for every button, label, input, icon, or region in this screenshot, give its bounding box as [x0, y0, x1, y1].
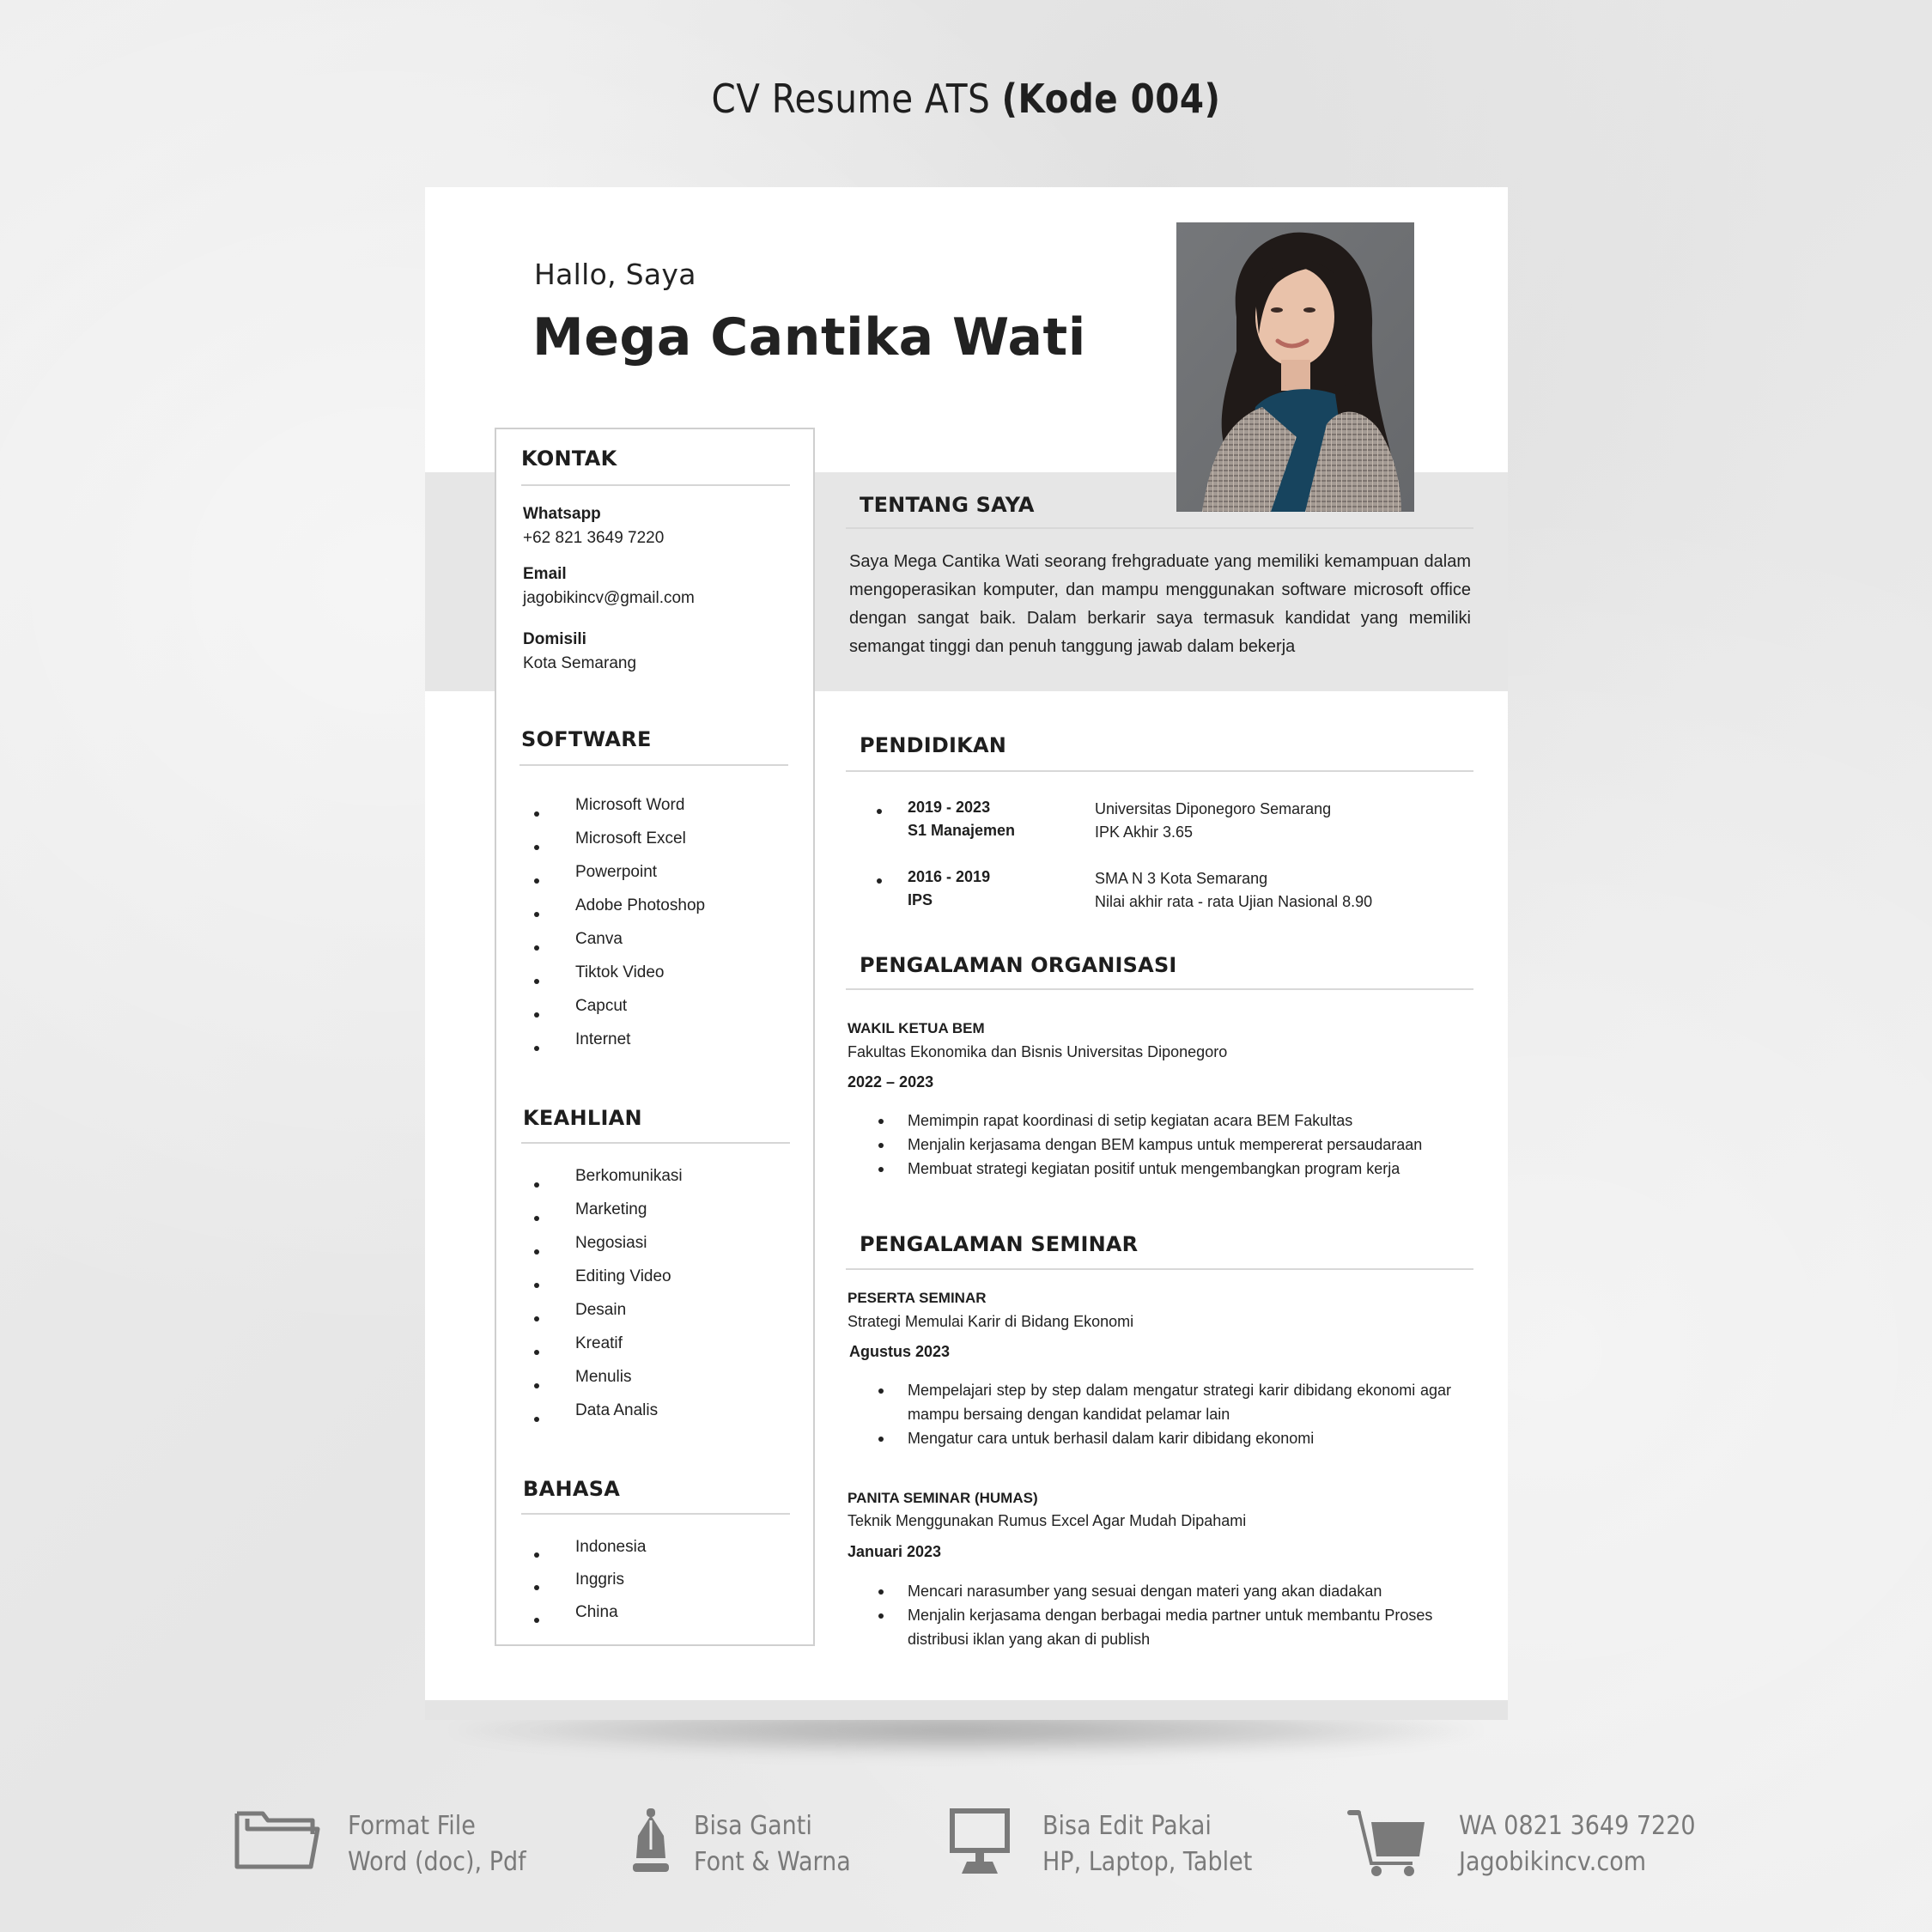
software-item: Adobe Photoshop: [521, 896, 705, 930]
monitor-icon: [950, 1808, 1010, 1879]
kontak-title: KONTAK: [521, 447, 617, 471]
bullet-icon: [878, 1143, 884, 1148]
seminar-topic: Teknik Menggunakan Rumus Excel Agar Mudah Dipahami: [848, 1512, 1247, 1529]
software-item: Microsoft Excel: [521, 829, 705, 863]
feature-device: [950, 1808, 1293, 1886]
edu-period: 2016 - 2019: [908, 868, 991, 885]
bullet-icon: [878, 1613, 884, 1619]
skill-item: Data Analis: [521, 1401, 683, 1435]
full-name: Mega Cantika Wati: [532, 307, 1086, 368]
bullet-icon: [534, 1182, 539, 1188]
whatsapp-label: Whatsapp: [523, 505, 601, 523]
software-item: Powerpoint: [521, 863, 705, 896]
language-item: China: [521, 1603, 646, 1636]
feature-line[interactable]: Jagobikincv.com: [1459, 1847, 1647, 1877]
seminar-date: Januari 2023: [848, 1543, 942, 1560]
tentang-rule: [846, 527, 1473, 529]
bullet-icon: [534, 979, 539, 984]
profile-photo: [1176, 222, 1414, 512]
org-date: 2022 – 2023: [848, 1073, 934, 1091]
seminar-role: PANITA SEMINAR (HUMAS): [848, 1490, 1038, 1506]
whatsapp-value: +62 821 3649 7220: [523, 529, 665, 547]
folder-icon: [234, 1808, 321, 1874]
feature-line: Font & Warna: [694, 1847, 851, 1877]
seminar-bullet: Mempelajari step by step dalam mengatur strategi karir dibidang ekonomi agar mampu bersaing dengan kandidat pelamar lain: [846, 1378, 1451, 1426]
keahlian-list: [521, 1167, 683, 1435]
bullet-icon: [878, 1589, 884, 1595]
email-label: Email: [523, 565, 567, 583]
bullet-icon: [877, 809, 882, 814]
bullet-icon: [534, 1046, 539, 1051]
feature-format: [234, 1808, 577, 1886]
org-role: WAKIL KETUA BEM: [848, 1020, 985, 1036]
software-list: [521, 796, 705, 1064]
portrait-image: [1176, 222, 1414, 512]
bullet-icon: [534, 912, 539, 917]
org-bullet: Membuat strategi kegiatan positif untuk mengembangkan program kerja: [846, 1157, 1447, 1181]
feature-line: HP, Laptop, Tablet: [1042, 1847, 1253, 1877]
seminar-bullet: Mencari narasumber yang sesuai dengan materi yang akan diadakan: [846, 1579, 1438, 1603]
seminar-rule: [846, 1268, 1473, 1270]
software-item: Capcut: [521, 997, 705, 1030]
bullet-icon: [534, 1585, 539, 1590]
software-item: Canva: [521, 930, 705, 963]
banner-title-code: (Kode 004): [1001, 76, 1221, 122]
bullet-icon: [534, 1216, 539, 1221]
bullet-icon: [534, 1618, 539, 1623]
bahasa-list: [521, 1538, 646, 1636]
org-bullet: Menjalin kerjasama dengan BEM kampus untuk mempererat persaudaraan: [846, 1133, 1447, 1157]
domisili-value: Kota Semarang: [523, 654, 637, 672]
software-item: Tiktok Video: [521, 963, 705, 997]
education-entry: [846, 868, 1473, 920]
edu-period: 2019 - 2023: [908, 799, 991, 816]
domisili-label: Domisili: [523, 630, 586, 648]
bullet-icon: [878, 1388, 884, 1394]
seminar-bullets: [846, 1378, 1451, 1450]
feature-font: [631, 1808, 914, 1886]
feature-line: Bisa Edit Pakai: [1042, 1811, 1212, 1841]
bullet-icon: [878, 1437, 884, 1442]
feature-format-text: [348, 1808, 526, 1880]
skill-item: Desain: [521, 1301, 683, 1334]
org-bullet: Memimpin rapat koordinasi di setip kegiatan acara BEM Fakultas: [846, 1109, 1447, 1133]
software-item: Microsoft Word: [521, 796, 705, 829]
bahasa-rule: [521, 1513, 790, 1515]
left-sidebar: [495, 428, 815, 1646]
software-rule: [519, 764, 788, 766]
bullet-icon: [534, 845, 539, 850]
bullet-icon: [534, 1552, 539, 1558]
kontak-rule: [521, 484, 790, 486]
bullet-icon: [534, 878, 539, 884]
about-text: Saya Mega Cantika Wati seorang frehgraduate yang memiliki kemampuan dalam mengoperasikan komputer, dan mampu menggunakan software microsoft office dengan sangat baik. Dalam berkarir saya termasuk kandidat yang memiliki semangat tinggi dan penuh tanggung jawab dalam bekerja: [849, 552, 1471, 656]
seminar-topic: Strategi Memulai Karir di Bidang Ekonomi: [848, 1313, 1134, 1330]
pendidikan-title: PENDIDIKAN: [860, 733, 1007, 757]
bullet-icon: [534, 1383, 539, 1388]
org-name: Fakultas Ekonomika dan Bisnis Universitas Diponegoro: [848, 1043, 1228, 1060]
skill-item: Menulis: [521, 1368, 683, 1401]
feature-line: Bisa Ganti: [694, 1811, 812, 1841]
education-entry: [846, 799, 1473, 850]
tentang-title: TENTANG SAYA: [860, 493, 1035, 517]
banner-title-prefix: CV Resume ATS: [711, 76, 1002, 122]
sheet-footer-strip: [425, 1700, 1508, 1720]
seminar-bullet: Mengatur cara untuk berhasil dalam karir dibidang ekonomi: [846, 1426, 1451, 1450]
feature-line: Word (doc), Pdf: [348, 1847, 526, 1877]
feature-device-text: [1042, 1808, 1252, 1880]
pen-nib-icon: [631, 1808, 671, 1877]
feature-line: Format File: [348, 1811, 476, 1841]
skill-item: Marketing: [521, 1200, 683, 1234]
bullet-icon: [534, 1283, 539, 1288]
skill-item: Berkomunikasi: [521, 1167, 683, 1200]
feature-line[interactable]: WA 0821 3649 7220: [1459, 1811, 1696, 1841]
keahlian-title: KEAHLIAN: [523, 1106, 642, 1130]
organisasi-title: PENGALAMAN ORGANISASI: [860, 953, 1177, 977]
seminar-date: Agustus 2023: [849, 1343, 951, 1360]
skill-item: Negosiasi: [521, 1234, 683, 1267]
edu-score: IPK Akhir 3.65: [1095, 823, 1194, 841]
feature-contact: [1347, 1808, 1742, 1886]
bullet-icon: [534, 1249, 539, 1255]
resume-sheet: [425, 187, 1508, 1700]
edu-school: Universitas Diponegoro Semarang: [1095, 800, 1332, 817]
software-item: Internet: [521, 1030, 705, 1064]
skill-item: Editing Video: [521, 1267, 683, 1301]
feature-contact-text: [1459, 1808, 1696, 1880]
bullet-icon: [534, 945, 539, 951]
greeting: Hallo, Saya: [534, 258, 696, 291]
bullet-icon: [877, 878, 882, 884]
bullet-icon: [534, 811, 539, 817]
keahlian-rule: [521, 1142, 790, 1144]
bullet-icon: [534, 1316, 539, 1321]
bahasa-title: BAHASA: [523, 1477, 621, 1501]
language-item: Indonesia: [521, 1538, 646, 1571]
edu-degree: S1 Manajemen: [908, 822, 1016, 839]
edu-school: SMA N 3 Kota Semarang: [1095, 870, 1268, 887]
edu-score: Nilai akhir rata - rata Ujian Nasional 8.90: [1095, 893, 1373, 910]
bullet-icon: [878, 1167, 884, 1172]
org-bullets: [846, 1109, 1447, 1181]
seminar-bullets: [846, 1579, 1438, 1651]
seminar-role: PESERTA SEMINAR: [848, 1290, 987, 1306]
cart-icon: [1347, 1808, 1426, 1880]
pendidikan-rule: [846, 770, 1473, 772]
seminar-title: PENGALAMAN SEMINAR: [860, 1232, 1139, 1256]
seminar-bullet: Menjalin kerjasama dengan berbagai media partner untuk membantu Proses distribusi iklan yang akan di publish: [846, 1603, 1438, 1651]
edu-degree: IPS: [908, 891, 933, 908]
banner-title: [116, 76, 1816, 122]
email-value: jagobikincv@gmail.com: [523, 589, 695, 607]
organisasi-rule: [846, 988, 1473, 990]
bullet-icon: [878, 1119, 884, 1124]
language-item: Inggris: [521, 1571, 646, 1603]
feature-font-text: [694, 1808, 851, 1880]
bullet-icon: [534, 1350, 539, 1355]
skill-item: Kreatif: [521, 1334, 683, 1368]
bullet-icon: [534, 1012, 539, 1018]
bullet-icon: [534, 1417, 539, 1422]
software-title: SOFTWARE: [521, 727, 652, 751]
